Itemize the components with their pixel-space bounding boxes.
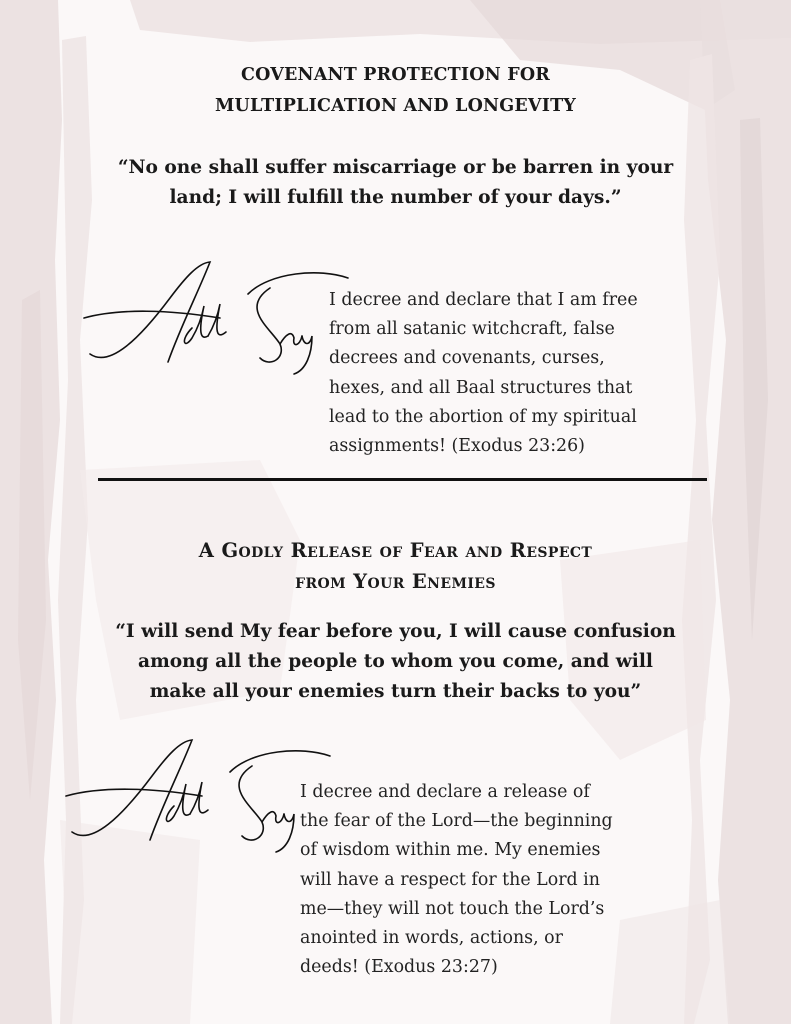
section-divider bbox=[98, 478, 707, 481]
section-1-decree-line-3: decrees and covenants, curses, bbox=[329, 348, 605, 369]
section-2-quote-line-1: “I will send My fear before you, I will cause confusion bbox=[115, 621, 676, 642]
section-1-decree-line-1: I decree and declare that I am free bbox=[329, 290, 638, 310]
section-2-decree-line-3: of wisdom within me. My enemies bbox=[300, 840, 601, 861]
section-2-heading-line-1: A Godly Release of Fear and Respect bbox=[198, 539, 593, 562]
section-1-decree bbox=[329, 286, 638, 461]
section-1-heading-line-1: COVENANT PROTECTION FOR bbox=[240, 65, 551, 85]
section-1-heading bbox=[0, 60, 791, 122]
section-1-decree-line-5: lead to the abortion of my spiritual bbox=[329, 406, 637, 427]
section-2-quote-line-3: make all your enemies turn their backs to you” bbox=[149, 681, 642, 702]
section-1-decree-line-2: from all satanic witchcraft, false bbox=[329, 319, 615, 340]
section-1-decree-line-6: assignments! (Exodus 23:26) bbox=[329, 436, 585, 457]
section-1-scripture-quote bbox=[0, 153, 791, 213]
section-2-decree-line-6: anointed in words, actions, or bbox=[300, 928, 563, 949]
section-1-heading-line-2: MULTIPLICATION AND LONGEVITY bbox=[214, 96, 576, 116]
section-2-decree-line-7: deeds! (Exodus 23:27) bbox=[300, 957, 498, 978]
all-say-signature-1 bbox=[80, 258, 360, 378]
section-2-heading bbox=[0, 535, 791, 597]
section-2-quote-line-2: among all the people to whom you come, and will bbox=[138, 651, 653, 672]
section-1-quote-line-2: land; I will fulfill the number of your days.” bbox=[169, 187, 622, 208]
section-2-decree bbox=[300, 778, 613, 982]
section-1-decree-line-4: hexes, and all Baal structures that bbox=[329, 377, 633, 398]
section-2-decree-line-5: me—they will not touch the Lord’s bbox=[300, 898, 605, 919]
section-2-decree-line-2: the fear of the Lord—the beginning bbox=[300, 811, 613, 832]
section-1-quote-line-1: “No one shall suffer miscarriage or be barren in your bbox=[117, 157, 674, 178]
section-2-decree-line-1: I decree and declare a release of bbox=[300, 782, 590, 802]
section-2-scripture-quote bbox=[0, 617, 791, 707]
section-2-heading-line-2: from Your Enemies bbox=[295, 570, 496, 593]
section-2-decree-line-4: will have a respect for the Lord in bbox=[300, 869, 600, 890]
